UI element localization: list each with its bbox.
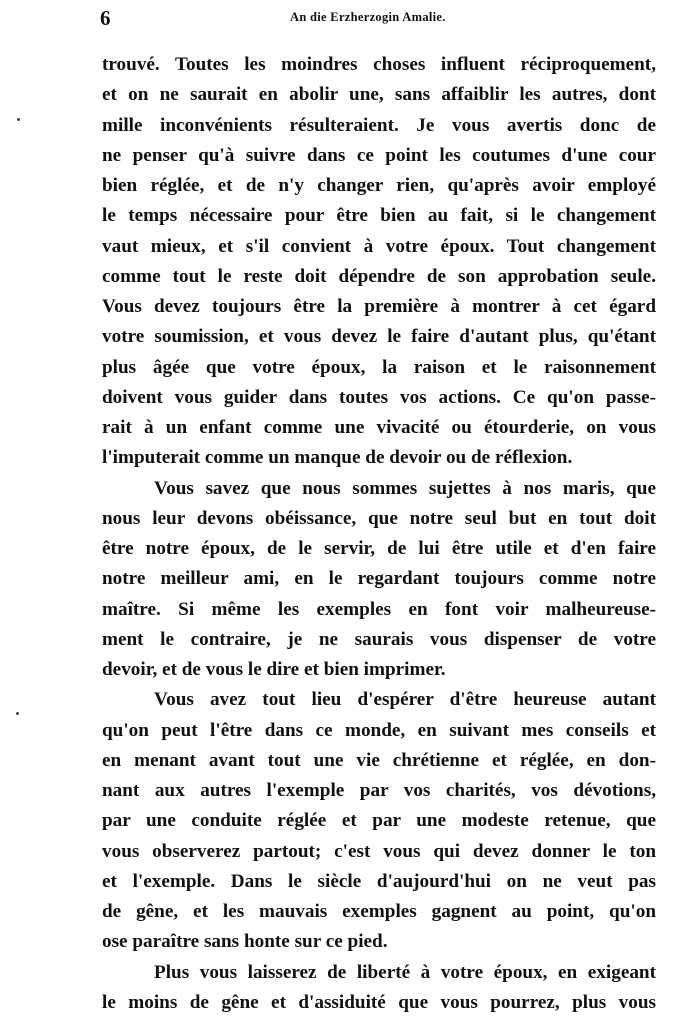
text-line: Vous avez tout lieu d'espérer d'être heureuse autant: [154, 689, 656, 711]
text-line: ose paraître sans honte sur ce pied.: [102, 931, 388, 953]
text-line: ment le contraire, je ne saurais vous dispenser de votre: [102, 628, 656, 650]
text-line: vaut mieux, et s'il convient à votre époux. Tout changement: [102, 235, 656, 257]
body-text: [102, 50, 656, 1018]
text-line: nous leur devons obéissance, que notre seul but en tout doit: [102, 507, 656, 529]
text-line: vous observerez partout; c'est vous qui devez donner le ton: [102, 840, 656, 862]
text-line: ne penser qu'à suivre dans ce point les coutumes d'une cour: [102, 144, 656, 166]
text-line: de gêne, et les mauvais exemples gagnent au point, qu'on: [102, 901, 656, 922]
text-line: rait à un enfant comme une vivacité ou étourderie, on vous: [102, 417, 656, 438]
text-line: en menant avant tout une vie chrétienne et réglée, en don-: [102, 749, 656, 771]
text-line: maître. Si même les exemples en font voir malheureuse-: [102, 598, 656, 620]
text-line: comme tout le reste doit dépendre de son approbation seule.: [102, 265, 656, 287]
text-line: qu'on peut l'être dans ce monde, en suivant mes conseils et: [102, 719, 656, 741]
text-line: et on ne saurait en abolir une, sans affaiblir les autres, dont: [102, 84, 656, 106]
text-line: bien réglée, et de n'y changer rien, qu'après avoir employé: [102, 175, 656, 196]
text-line: doivent vous guider dans toutes vos actions. Ce qu'on passe-: [102, 386, 656, 408]
text-line: Plus vous laisserez de liberté à votre époux, en exigeant: [154, 961, 656, 983]
text-line: plus âgée que votre époux, la raison et le raisonnement: [102, 356, 656, 378]
text-line: le temps nécessaire pour être bien au fait, si le changement: [102, 205, 656, 227]
margin-speck: [17, 118, 20, 121]
running-title: An die Erzherzogin Amalie.: [290, 10, 446, 24]
text-line: l'imputerait comme un manque de devoir ou de réflexion.: [102, 447, 573, 469]
margin-speck: [16, 712, 19, 715]
page-header: [100, 6, 656, 36]
text-line: être notre époux, de le servir, de lui être utile et d'en faire: [102, 538, 656, 559]
text-line: mille inconvénients résulteraient. Je vous avertis donc de: [102, 114, 656, 136]
text-line: notre meilleur ami, en le regardant toujours comme notre: [102, 568, 656, 590]
text-line: votre soumission, et vous devez le faire d'autant plus, qu'étant: [102, 326, 656, 348]
text-line: le moins de gêne et d'assiduité que vous pourrez, plus vous: [102, 991, 656, 1013]
page-number: 6: [100, 6, 111, 30]
text-line: nant aux autres l'exemple par vos charités, vos dévotions,: [102, 780, 656, 801]
text-line: Vous savez que nous sommes sujettes à nos maris, que: [154, 477, 656, 499]
text-line: trouvé. Toutes les moindres choses influent réciproquement,: [102, 54, 656, 75]
text-line: Vous devez toujours être la première à montrer à cet égard: [102, 296, 656, 317]
text-line: devoir, et de vous le dire et bien imprimer.: [102, 659, 446, 680]
text-line: par une conduite réglée et par une modeste retenue, que: [102, 810, 656, 832]
text-line: et l'exemple. Dans le siècle d'aujourd'hui on ne veut pas: [102, 870, 656, 892]
